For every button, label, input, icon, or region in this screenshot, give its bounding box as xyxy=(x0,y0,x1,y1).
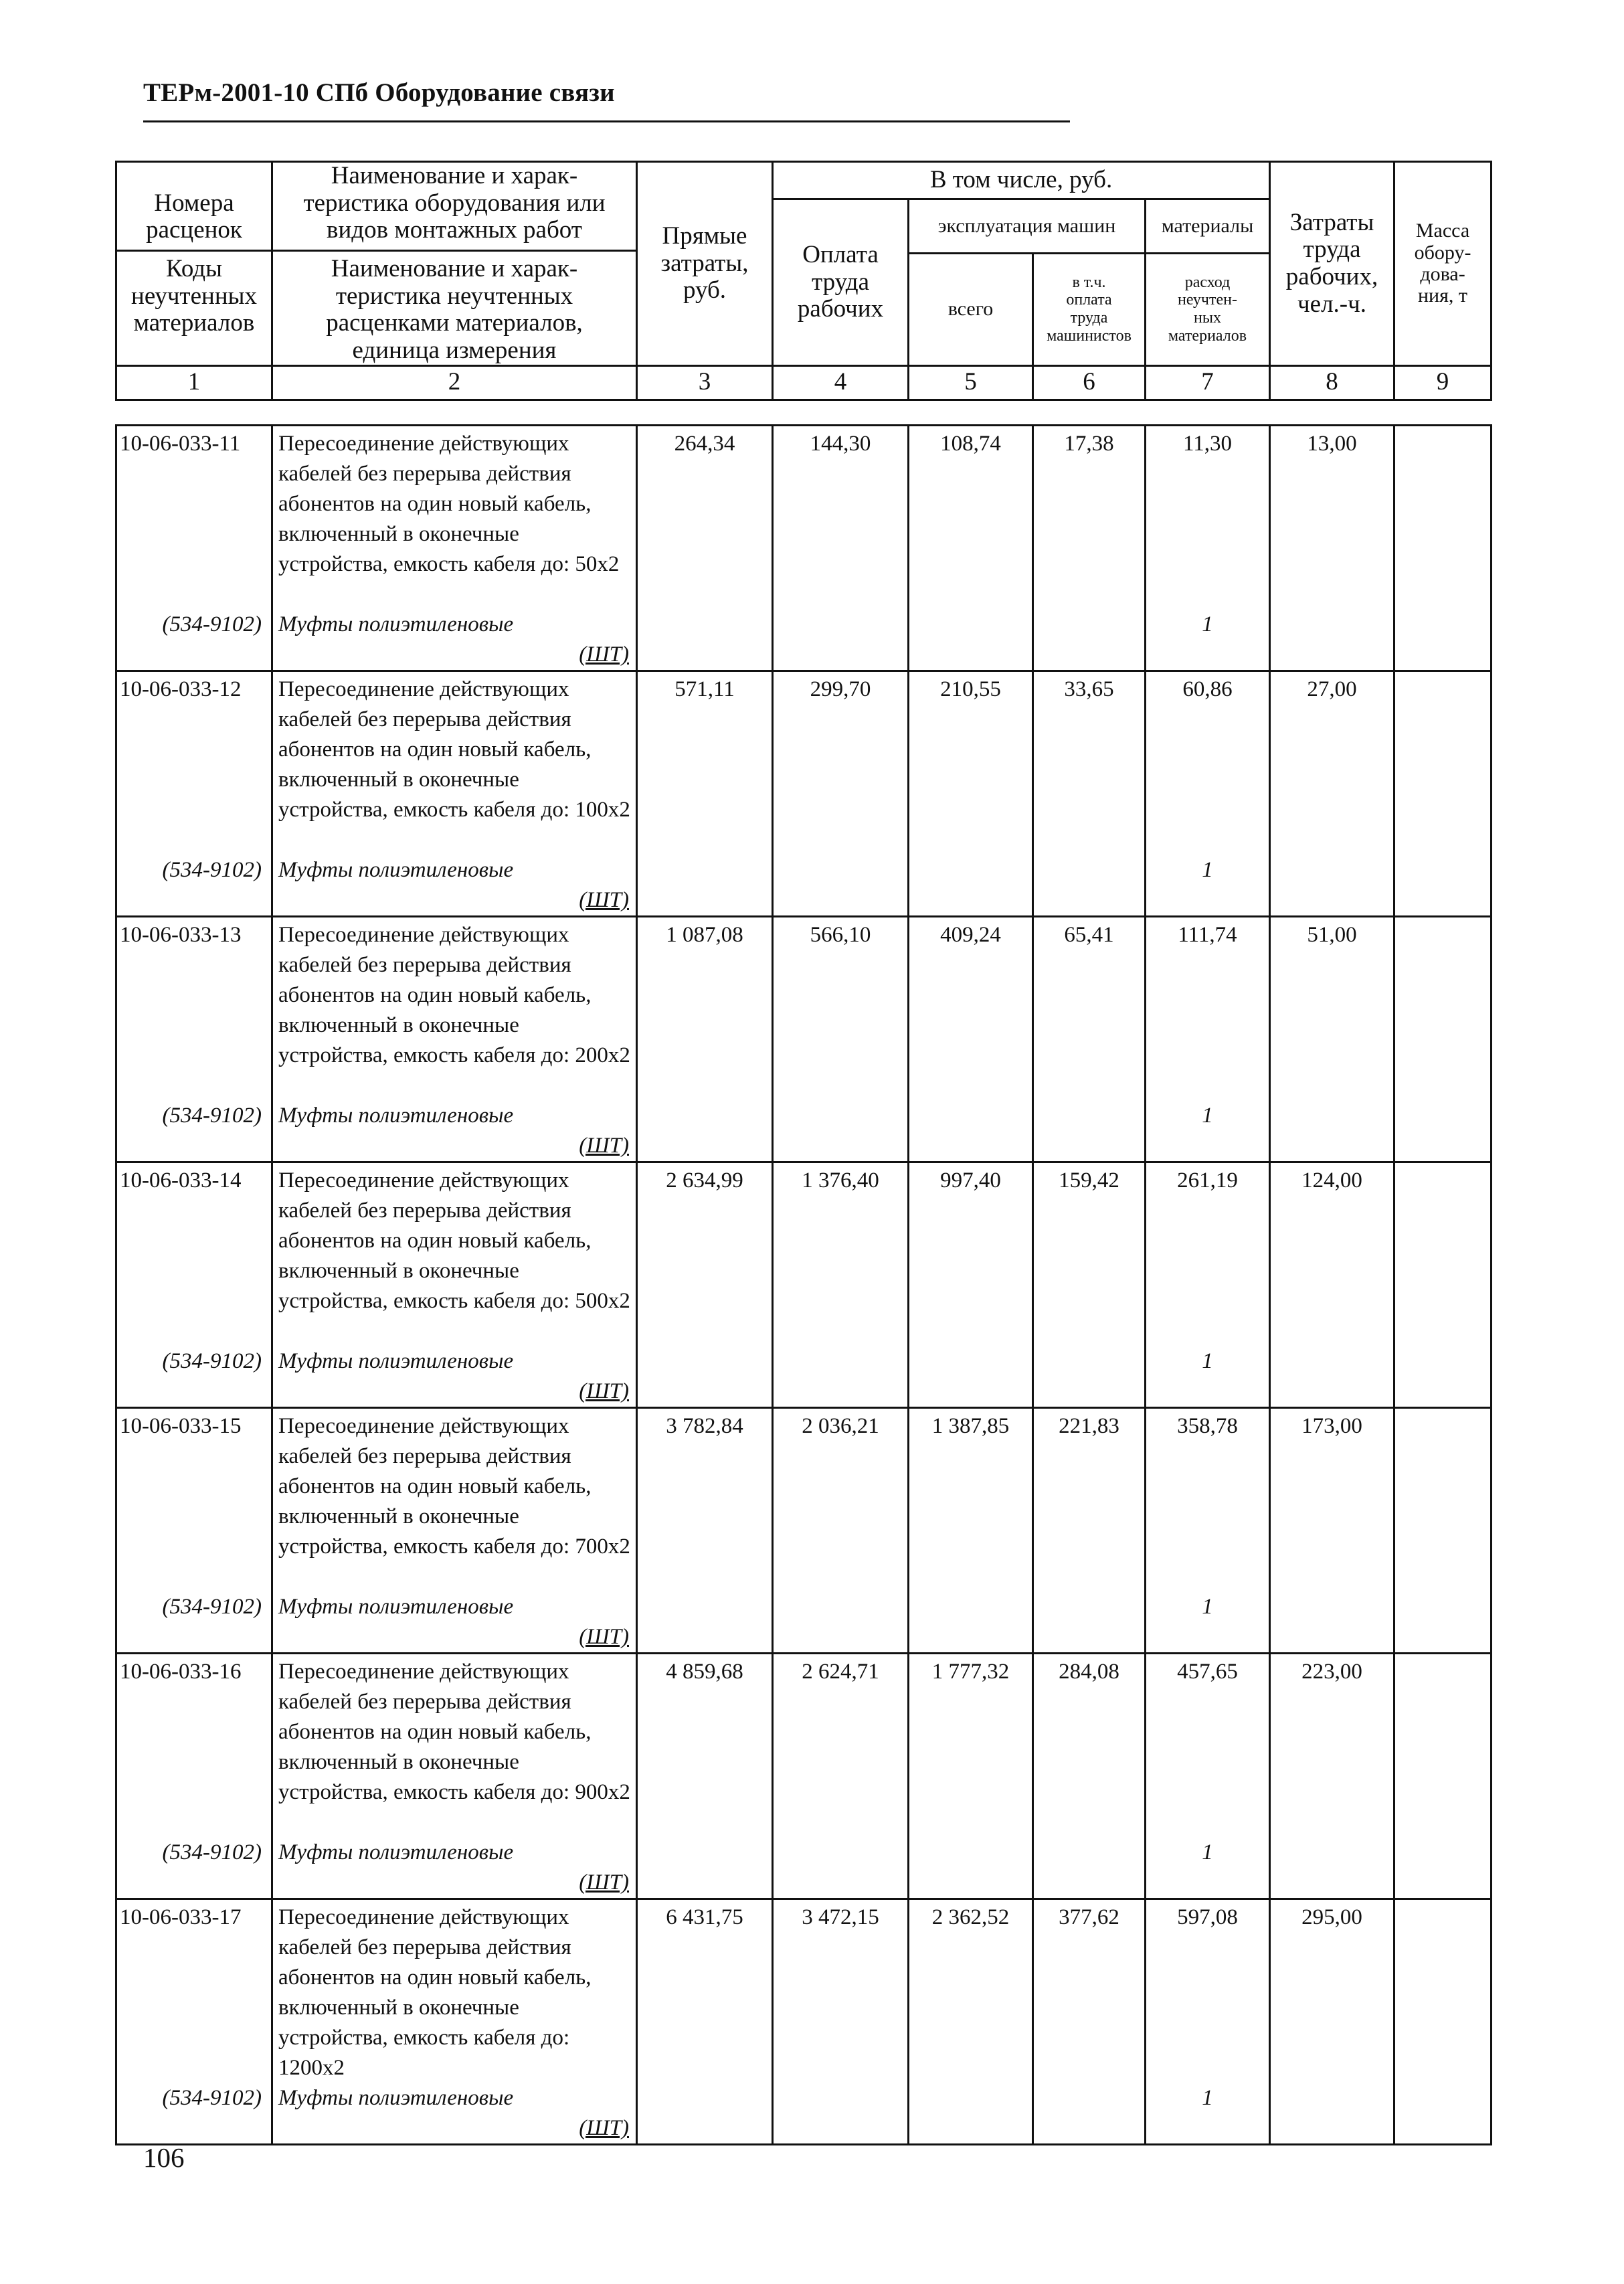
machines-total: 1 777,32 xyxy=(909,1654,1033,1899)
rate-code: 10-06-033-12 xyxy=(120,677,242,701)
materials-cell xyxy=(1146,1408,1270,1654)
rate-code: 10-06-033-17 xyxy=(120,1905,242,1929)
header-rate-codes xyxy=(116,162,272,366)
rate-description-cell xyxy=(272,917,637,1162)
material-unit: (ШТ) xyxy=(579,642,629,667)
rate-description: Пересоединение действующих кабелей без перерыва действия абонентов на один новый кабель, включенный в оконечные устройства, емкость кабеля до: 100х2 xyxy=(278,677,630,822)
direct-cost: 264,34 xyxy=(637,426,773,671)
header-material-codes-label: Коды неучтенных материалов xyxy=(131,255,257,337)
table-row xyxy=(116,426,1492,671)
rate-description-cell xyxy=(272,1899,637,2145)
equipment-mass xyxy=(1394,1408,1492,1654)
rate-code-cell xyxy=(116,1654,272,1899)
header-labor-hours: Затраты труда рабочих, чел.-ч. xyxy=(1270,162,1394,366)
material-code: (534-9102) xyxy=(162,858,262,882)
machines-total: 210,55 xyxy=(909,671,1033,917)
labor-hours: 124,00 xyxy=(1270,1162,1394,1408)
materials-value: 11,30 xyxy=(1182,432,1233,456)
materials-cell xyxy=(1146,1162,1270,1408)
machinist-pay: 221,83 xyxy=(1033,1408,1146,1654)
direct-cost: 3 782,84 xyxy=(637,1408,773,1654)
labor-hours: 295,00 xyxy=(1270,1899,1394,2145)
material-quantity: 1 xyxy=(1202,858,1213,882)
machinist-pay: 377,62 xyxy=(1033,1899,1146,2145)
equipment-mass xyxy=(1394,1162,1492,1408)
rate-description: Пересоединение действующих кабелей без перерыва действия абонентов на один новый кабель, включенный в оконечные устройства, емкость кабеля до: 500х2 xyxy=(278,1168,630,1313)
material-name: Муфты полиэтиленовые xyxy=(278,1349,514,1373)
rate-code-cell xyxy=(116,1899,272,2145)
header-machines-label: эксплуатация машин xyxy=(909,199,1146,254)
rate-description-cell xyxy=(272,1162,637,1408)
table-row xyxy=(116,917,1492,1162)
materials-cell xyxy=(1146,426,1270,671)
material-code: (534-9102) xyxy=(162,612,262,636)
rate-description-cell xyxy=(272,671,637,917)
labor-hours: 27,00 xyxy=(1270,671,1394,917)
machines-total: 1 387,85 xyxy=(909,1408,1033,1654)
header-column-number: 2 xyxy=(272,365,637,400)
rate-code: 10-06-033-11 xyxy=(120,432,241,456)
header-materials-label: материалы xyxy=(1146,199,1270,254)
rate-code: 10-06-033-13 xyxy=(120,923,242,947)
labor-pay: 566,10 xyxy=(773,917,909,1162)
header-col1-divider xyxy=(117,250,271,252)
equipment-mass xyxy=(1394,671,1492,917)
labor-pay: 144,30 xyxy=(773,426,909,671)
header-column-number: 7 xyxy=(1146,365,1270,400)
title-rule xyxy=(143,120,1070,122)
materials-value: 597,08 xyxy=(1177,1905,1238,1929)
rate-code-cell xyxy=(116,1408,272,1654)
equipment-mass xyxy=(1394,426,1492,671)
material-code: (534-9102) xyxy=(162,1104,262,1128)
material-unit: (ШТ) xyxy=(579,1625,629,1649)
rate-code: 10-06-033-14 xyxy=(120,1168,242,1193)
header-machinist-pay: в т.ч. оплата труда машинистов xyxy=(1033,253,1146,365)
header-rate-numbers-label: Номера расценок xyxy=(146,189,242,244)
labor-pay: 1 376,40 xyxy=(773,1162,909,1408)
material-unit: (ШТ) xyxy=(579,1870,629,1895)
materials-value: 111,74 xyxy=(1178,923,1237,947)
direct-cost: 1 087,08 xyxy=(637,917,773,1162)
header-column-number: 8 xyxy=(1270,365,1394,400)
header-machines-total: всего xyxy=(909,253,1033,365)
direct-cost: 6 431,75 xyxy=(637,1899,773,2145)
material-unit: (ШТ) xyxy=(579,2116,629,2140)
rates-table xyxy=(115,424,1492,2145)
material-quantity: 1 xyxy=(1202,612,1213,636)
materials-cell xyxy=(1146,1899,1270,2145)
labor-hours: 51,00 xyxy=(1270,917,1394,1162)
rate-description-cell xyxy=(272,1408,637,1654)
header-direct-cost: Прямые затраты, руб. xyxy=(637,162,773,366)
material-quantity: 1 xyxy=(1202,1349,1213,1373)
labor-hours: 223,00 xyxy=(1270,1654,1394,1899)
header-column-number: 4 xyxy=(773,365,909,400)
machinist-pay: 17,38 xyxy=(1033,426,1146,671)
material-code: (534-9102) xyxy=(162,1840,262,1864)
header-column-number: 9 xyxy=(1394,365,1492,400)
header-description xyxy=(272,162,637,366)
material-quantity: 1 xyxy=(1202,2086,1213,2110)
machinist-pay: 33,65 xyxy=(1033,671,1146,917)
header-column-number: 3 xyxy=(637,365,773,400)
labor-pay: 3 472,15 xyxy=(773,1899,909,2145)
equipment-mass xyxy=(1394,1899,1492,2145)
material-quantity: 1 xyxy=(1202,1104,1213,1128)
table-row xyxy=(116,1654,1492,1899)
machines-total: 108,74 xyxy=(909,426,1033,671)
machines-total: 2 362,52 xyxy=(909,1899,1033,2145)
equipment-mass xyxy=(1394,917,1492,1162)
equipment-mass xyxy=(1394,1654,1492,1899)
material-name: Муфты полиэтиленовые xyxy=(278,858,514,882)
header-labor-pay: Оплата труда рабочих xyxy=(773,199,909,366)
direct-cost: 4 859,68 xyxy=(637,1654,773,1899)
header-material-description-label: Наименование и харак- теристика неучтенных расценками материалов, единица измерения xyxy=(326,255,583,365)
header-equipment-mass: Масса обору- дова- ния, т xyxy=(1394,162,1492,366)
material-code: (534-9102) xyxy=(162,1595,262,1619)
labor-pay: 2 624,71 xyxy=(773,1654,909,1899)
rate-code-cell xyxy=(116,917,272,1162)
header-unaccounted-materials: расход неучтен- ных материалов xyxy=(1146,253,1270,365)
header-column-number: 6 xyxy=(1033,365,1146,400)
table-row xyxy=(116,671,1492,917)
material-code: (534-9102) xyxy=(162,2086,262,2110)
machines-total: 997,40 xyxy=(909,1162,1033,1408)
material-unit: (ШТ) xyxy=(579,1134,629,1158)
rate-description: Пересоединение действующих кабелей без перерыва действия абонентов на один новый кабель, включенный в оконечные устройства, емкость кабеля до: 900х2 xyxy=(278,1660,630,1804)
materials-value: 60,86 xyxy=(1182,677,1233,701)
materials-cell xyxy=(1146,671,1270,917)
rate-description: Пересоединение действующих кабелей без перерыва действия абонентов на один новый кабель, включенный в оконечные устройства, емкость кабеля до: 50х2 xyxy=(278,432,620,576)
table-row xyxy=(116,1408,1492,1654)
header-col2-divider xyxy=(273,250,636,252)
materials-cell xyxy=(1146,917,1270,1162)
materials-value: 358,78 xyxy=(1177,1414,1238,1438)
machinist-pay: 159,42 xyxy=(1033,1162,1146,1408)
rate-code-cell xyxy=(116,426,272,671)
materials-cell xyxy=(1146,1654,1270,1899)
material-name: Муфты полиэтиленовые xyxy=(278,1595,514,1619)
rate-description-cell xyxy=(272,1654,637,1899)
materials-value: 457,65 xyxy=(1177,1660,1238,1684)
rate-description: Пересоединение действующих кабелей без перерыва действия абонентов на один новый кабель, включенный в оконечные устройства, емкость кабеля до: 1200х2 xyxy=(278,1905,592,2080)
table-row xyxy=(116,1899,1492,2145)
header-column-number: 5 xyxy=(909,365,1033,400)
labor-pay: 299,70 xyxy=(773,671,909,917)
table-header xyxy=(115,161,1492,401)
rate-description: Пересоединение действующих кабелей без перерыва действия абонентов на один новый кабель, включенный в оконечные устройства, емкость кабеля до: 700х2 xyxy=(278,1414,630,1559)
labor-hours: 13,00 xyxy=(1270,426,1394,671)
material-name: Муфты полиэтиленовые xyxy=(278,1840,514,1864)
rate-code-cell xyxy=(116,671,272,917)
labor-hours: 173,00 xyxy=(1270,1408,1394,1654)
direct-cost: 571,11 xyxy=(637,671,773,917)
rate-code-cell xyxy=(116,1162,272,1408)
rate-description: Пересоединение действующих кабелей без перерыва действия абонентов на один новый кабель, включенный в оконечные устройства, емкость кабеля до: 200х2 xyxy=(278,923,630,1067)
machines-total: 409,24 xyxy=(909,917,1033,1162)
machinist-pay: 65,41 xyxy=(1033,917,1146,1162)
labor-pay: 2 036,21 xyxy=(773,1408,909,1654)
material-name: Муфты полиэтиленовые xyxy=(278,1104,514,1128)
rate-description-cell xyxy=(272,426,637,671)
page-number: 106 xyxy=(143,2142,185,2173)
material-name: Муфты полиэтиленовые xyxy=(278,612,514,636)
materials-value: 261,19 xyxy=(1177,1168,1238,1193)
material-quantity: 1 xyxy=(1202,1840,1213,1864)
table-row xyxy=(116,1162,1492,1408)
material-quantity: 1 xyxy=(1202,1595,1213,1619)
header-group-label: В том числе, руб. xyxy=(773,162,1270,199)
document-title: ТЕРм-2001-10 СПб Оборудование связи xyxy=(143,78,615,107)
material-code: (534-9102) xyxy=(162,1349,262,1373)
direct-cost: 2 634,99 xyxy=(637,1162,773,1408)
header-column-number: 1 xyxy=(116,365,272,400)
header-work-description-label: Наименование и харак- теристика оборудования или видов монтажных работ xyxy=(303,162,606,244)
material-unit: (ШТ) xyxy=(579,888,629,912)
material-unit: (ШТ) xyxy=(579,1379,629,1403)
material-name: Муфты полиэтиленовые xyxy=(278,2086,514,2110)
rate-code: 10-06-033-16 xyxy=(120,1660,242,1684)
rate-code: 10-06-033-15 xyxy=(120,1414,242,1438)
machinist-pay: 284,08 xyxy=(1033,1654,1146,1899)
